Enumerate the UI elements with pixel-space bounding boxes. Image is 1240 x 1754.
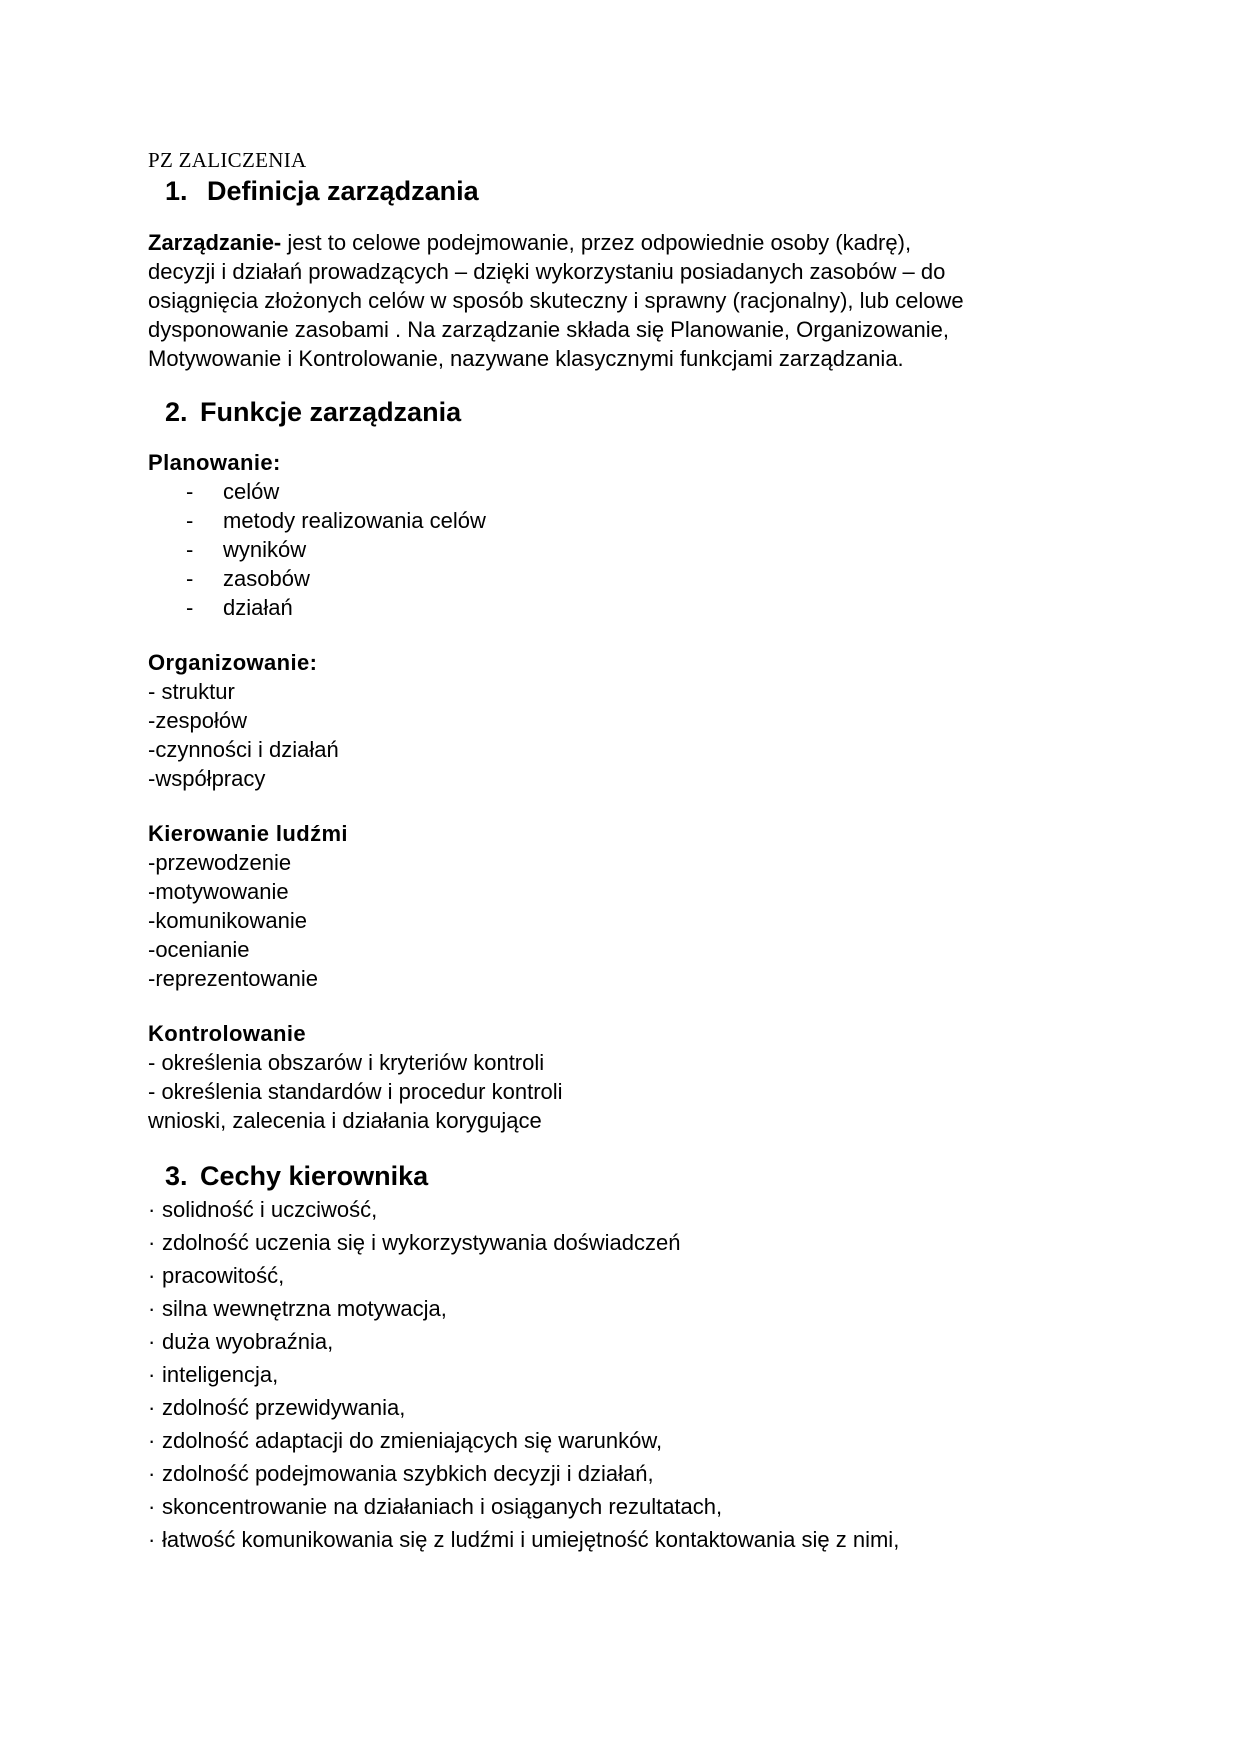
bullet-marker: · (148, 1296, 156, 1321)
list-item: - struktur (148, 679, 235, 704)
list-item: · zdolność przewidywania, (148, 1391, 1108, 1424)
bullet-marker: · (148, 1230, 156, 1255)
bullet-marker: · (148, 1263, 156, 1288)
definition-line-2: decyzji i działań prowadzących – dzięki wykorzystaniu posiadanych zasobów – do (148, 259, 946, 284)
document-page (148, 146, 1108, 1556)
document-header: PZ ZALICZENIA (148, 148, 307, 172)
list-item: -współpracy (148, 766, 266, 791)
list-item: - działań (148, 593, 1108, 622)
planowanie-list (148, 477, 1108, 622)
section-2-heading (165, 395, 1108, 429)
list-item: -ocenianie (148, 937, 250, 962)
list-item: · silna wewnętrzna motywacja, (148, 1292, 1108, 1325)
definition-line-4: dysponowanie zasobami . Na zarządzanie składa się Planowanie, Organizowanie, (148, 317, 950, 342)
bullet-marker: · (148, 1362, 156, 1387)
list-item: · pracowitość, (148, 1259, 1108, 1292)
section-3-title: Cechy kierownika (200, 1161, 429, 1191)
definition-line-1: jest to celowe podejmowanie, przez odpowiednie osoby (kadrę), (281, 230, 912, 255)
section-1-number: 1. (165, 176, 188, 206)
kontrolowanie-heading: Kontrolowanie (148, 1021, 306, 1046)
bullet-marker: · (148, 1197, 156, 1222)
bullet-marker: · (148, 1329, 156, 1354)
dash-marker: - (186, 479, 194, 504)
list-item: -czynności i działań (148, 737, 339, 762)
dash-marker: - (186, 595, 194, 620)
definition-paragraph (148, 228, 1108, 373)
list-item: · zdolność podejmowania szybkich decyzji i działań, (148, 1457, 1108, 1490)
bullet-marker: · (148, 1527, 156, 1552)
list-item: wnioski, zalecenia i działania korygujące (148, 1108, 542, 1133)
cechy-list (148, 1193, 1108, 1556)
kierowanie-list (148, 848, 1108, 993)
kontrolowanie-list (148, 1048, 1108, 1135)
list-item: · zdolność adaptacji do zmieniających się warunków, (148, 1424, 1108, 1457)
bullet-marker: · (148, 1461, 156, 1486)
list-item: - określenia obszarów i kryteriów kontroli (148, 1050, 545, 1075)
list-item: · łatwość komunikowania się z ludźmi i umiejętność kontaktowania się z nimi, (148, 1523, 1108, 1556)
definition-term: Zarządzanie- (148, 230, 282, 255)
kierowanie-heading: Kierowanie ludźmi (148, 821, 348, 846)
section-1-heading (165, 174, 1108, 208)
list-item: - wyników (148, 535, 1108, 564)
list-item: · duża wyobraźnia, (148, 1325, 1108, 1358)
list-item: -zespołów (148, 708, 248, 733)
organizowanie-list (148, 677, 1108, 793)
list-item: -motywowanie (148, 879, 289, 904)
dash-marker: - (186, 566, 194, 591)
section-2-title: Funkcje zarządzania (200, 397, 462, 427)
organizowanie-heading: Organizowanie: (148, 650, 318, 675)
list-item: -przewodzenie (148, 850, 292, 875)
section-3-number: 3. (165, 1161, 188, 1191)
list-item: · solidność i uczciwość, (148, 1193, 1108, 1226)
list-item: -reprezentowanie (148, 966, 318, 991)
section-1-title: Definicja zarządzania (207, 176, 479, 206)
planowanie-heading: Planowanie: (148, 450, 281, 475)
list-item: · zdolność uczenia się i wykorzystywania doświadczeń (148, 1226, 1108, 1259)
list-item: · skoncentrowanie na działaniach i osiąganych rezultatach, (148, 1490, 1108, 1523)
definition-line-5: Motywowanie i Kontrolowanie, nazywane klasycznymi funkcjami zarządzania. (148, 346, 904, 371)
dash-marker: - (186, 537, 194, 562)
list-item: -komunikowanie (148, 908, 307, 933)
section-2-number: 2. (165, 397, 188, 427)
bullet-marker: · (148, 1428, 156, 1453)
bullet-marker: · (148, 1395, 156, 1420)
list-item: - określenia standardów i procedur kontroli (148, 1079, 563, 1104)
list-item: - metody realizowania celów (148, 506, 1108, 535)
list-item: - celów (148, 477, 1108, 506)
list-item: · inteligencja, (148, 1358, 1108, 1391)
section-3-heading (165, 1159, 1108, 1193)
bullet-marker: · (148, 1494, 156, 1519)
definition-line-3: osiągnięcia złożonych celów w sposób skuteczny i sprawny (racjonalny), lub celowe (148, 288, 964, 313)
list-item: - zasobów (148, 564, 1108, 593)
dash-marker: - (186, 508, 194, 533)
